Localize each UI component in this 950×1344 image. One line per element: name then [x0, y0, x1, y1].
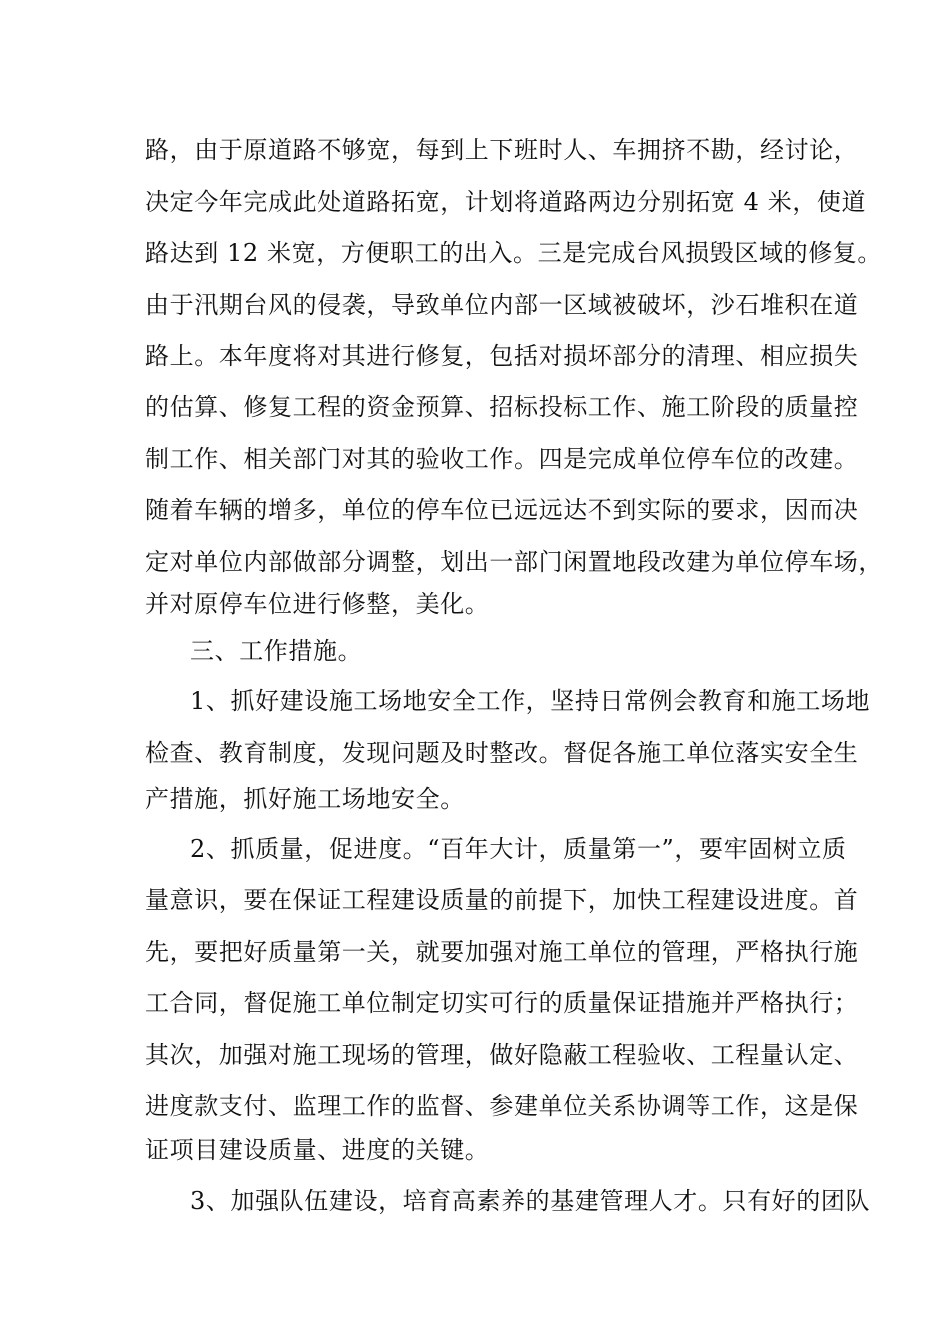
body-text-line: 产措施，抓好施工场地安全。: [145, 785, 465, 813]
body-text-line: 检查、教育制度，发现问题及时整改。督促各施工单位落实安全生: [145, 739, 859, 767]
body-text-line: 其次，加强对施工现场的管理，做好隐蔽工程验收、工程量认定、: [145, 1041, 859, 1069]
body-text-line: 进度款支付、监理工作的监督、参建单位关系协调等工作，这是保: [145, 1092, 859, 1120]
body-text-line: 并对原停车位进行修整，美化。: [145, 590, 490, 618]
body-text-line: 路，由于原道路不够宽，每到上下班时人、车拥挤不勘，经讨论，: [145, 136, 859, 164]
body-text-line: 随着车辆的增多，单位的停车位已远远达不到实际的要求，因而决: [145, 496, 859, 524]
body-text-line: 定对单位内部做部分调整，划出一部门闲置地段改建为单位停车场，: [145, 548, 883, 576]
body-text-line: 由于汛期台风的侵袭，导致单位内部一区域被破坏，沙石堆积在道: [145, 291, 859, 319]
body-text-line: 先，要把好质量第一关，就要加强对施工单位的管理，严格执行施: [145, 938, 859, 966]
section-heading: 三、工作措施。: [190, 637, 363, 665]
paragraph-3-line: 3、加强队伍建设，培育高素养的基建管理人才。只有好的团队: [190, 1187, 871, 1215]
paragraph-1-line: 1、抓好建设施工场地安全工作，坚持日常例会教育和施工场地: [190, 687, 871, 715]
body-text-line: 路上。本年度将对其进行修复，包括对损坏部分的清理、相应损失: [145, 342, 859, 370]
body-text-line: 决定今年完成此处道路拓宽，计划将道路两边分别拓宽 4 米，使道: [145, 188, 867, 216]
body-text-line: 证项目建设质量、进度的关键。: [145, 1136, 490, 1164]
body-text-line: 工合同，督促施工单位制定切实可行的质量保证措施并严格执行；: [145, 989, 859, 1017]
body-text-line: 量意识，要在保证工程建设质量的前提下，加快工程建设进度。首: [145, 886, 859, 914]
body-text-line: 的估算、修复工程的资金预算、招标投标工作、施工阶段的质量控: [145, 393, 859, 421]
body-text-line: 路达到 12 米宽，方便职工的出入。三是完成台风损毁区域的修复。: [145, 239, 882, 267]
body-text-line: 制工作、相关部门对其的验收工作。四是完成单位停车位的改建。: [145, 445, 859, 473]
paragraph-2-line: 2、抓质量，促进度。“百年大计，质量第一”，要牢固树立质: [190, 835, 847, 863]
